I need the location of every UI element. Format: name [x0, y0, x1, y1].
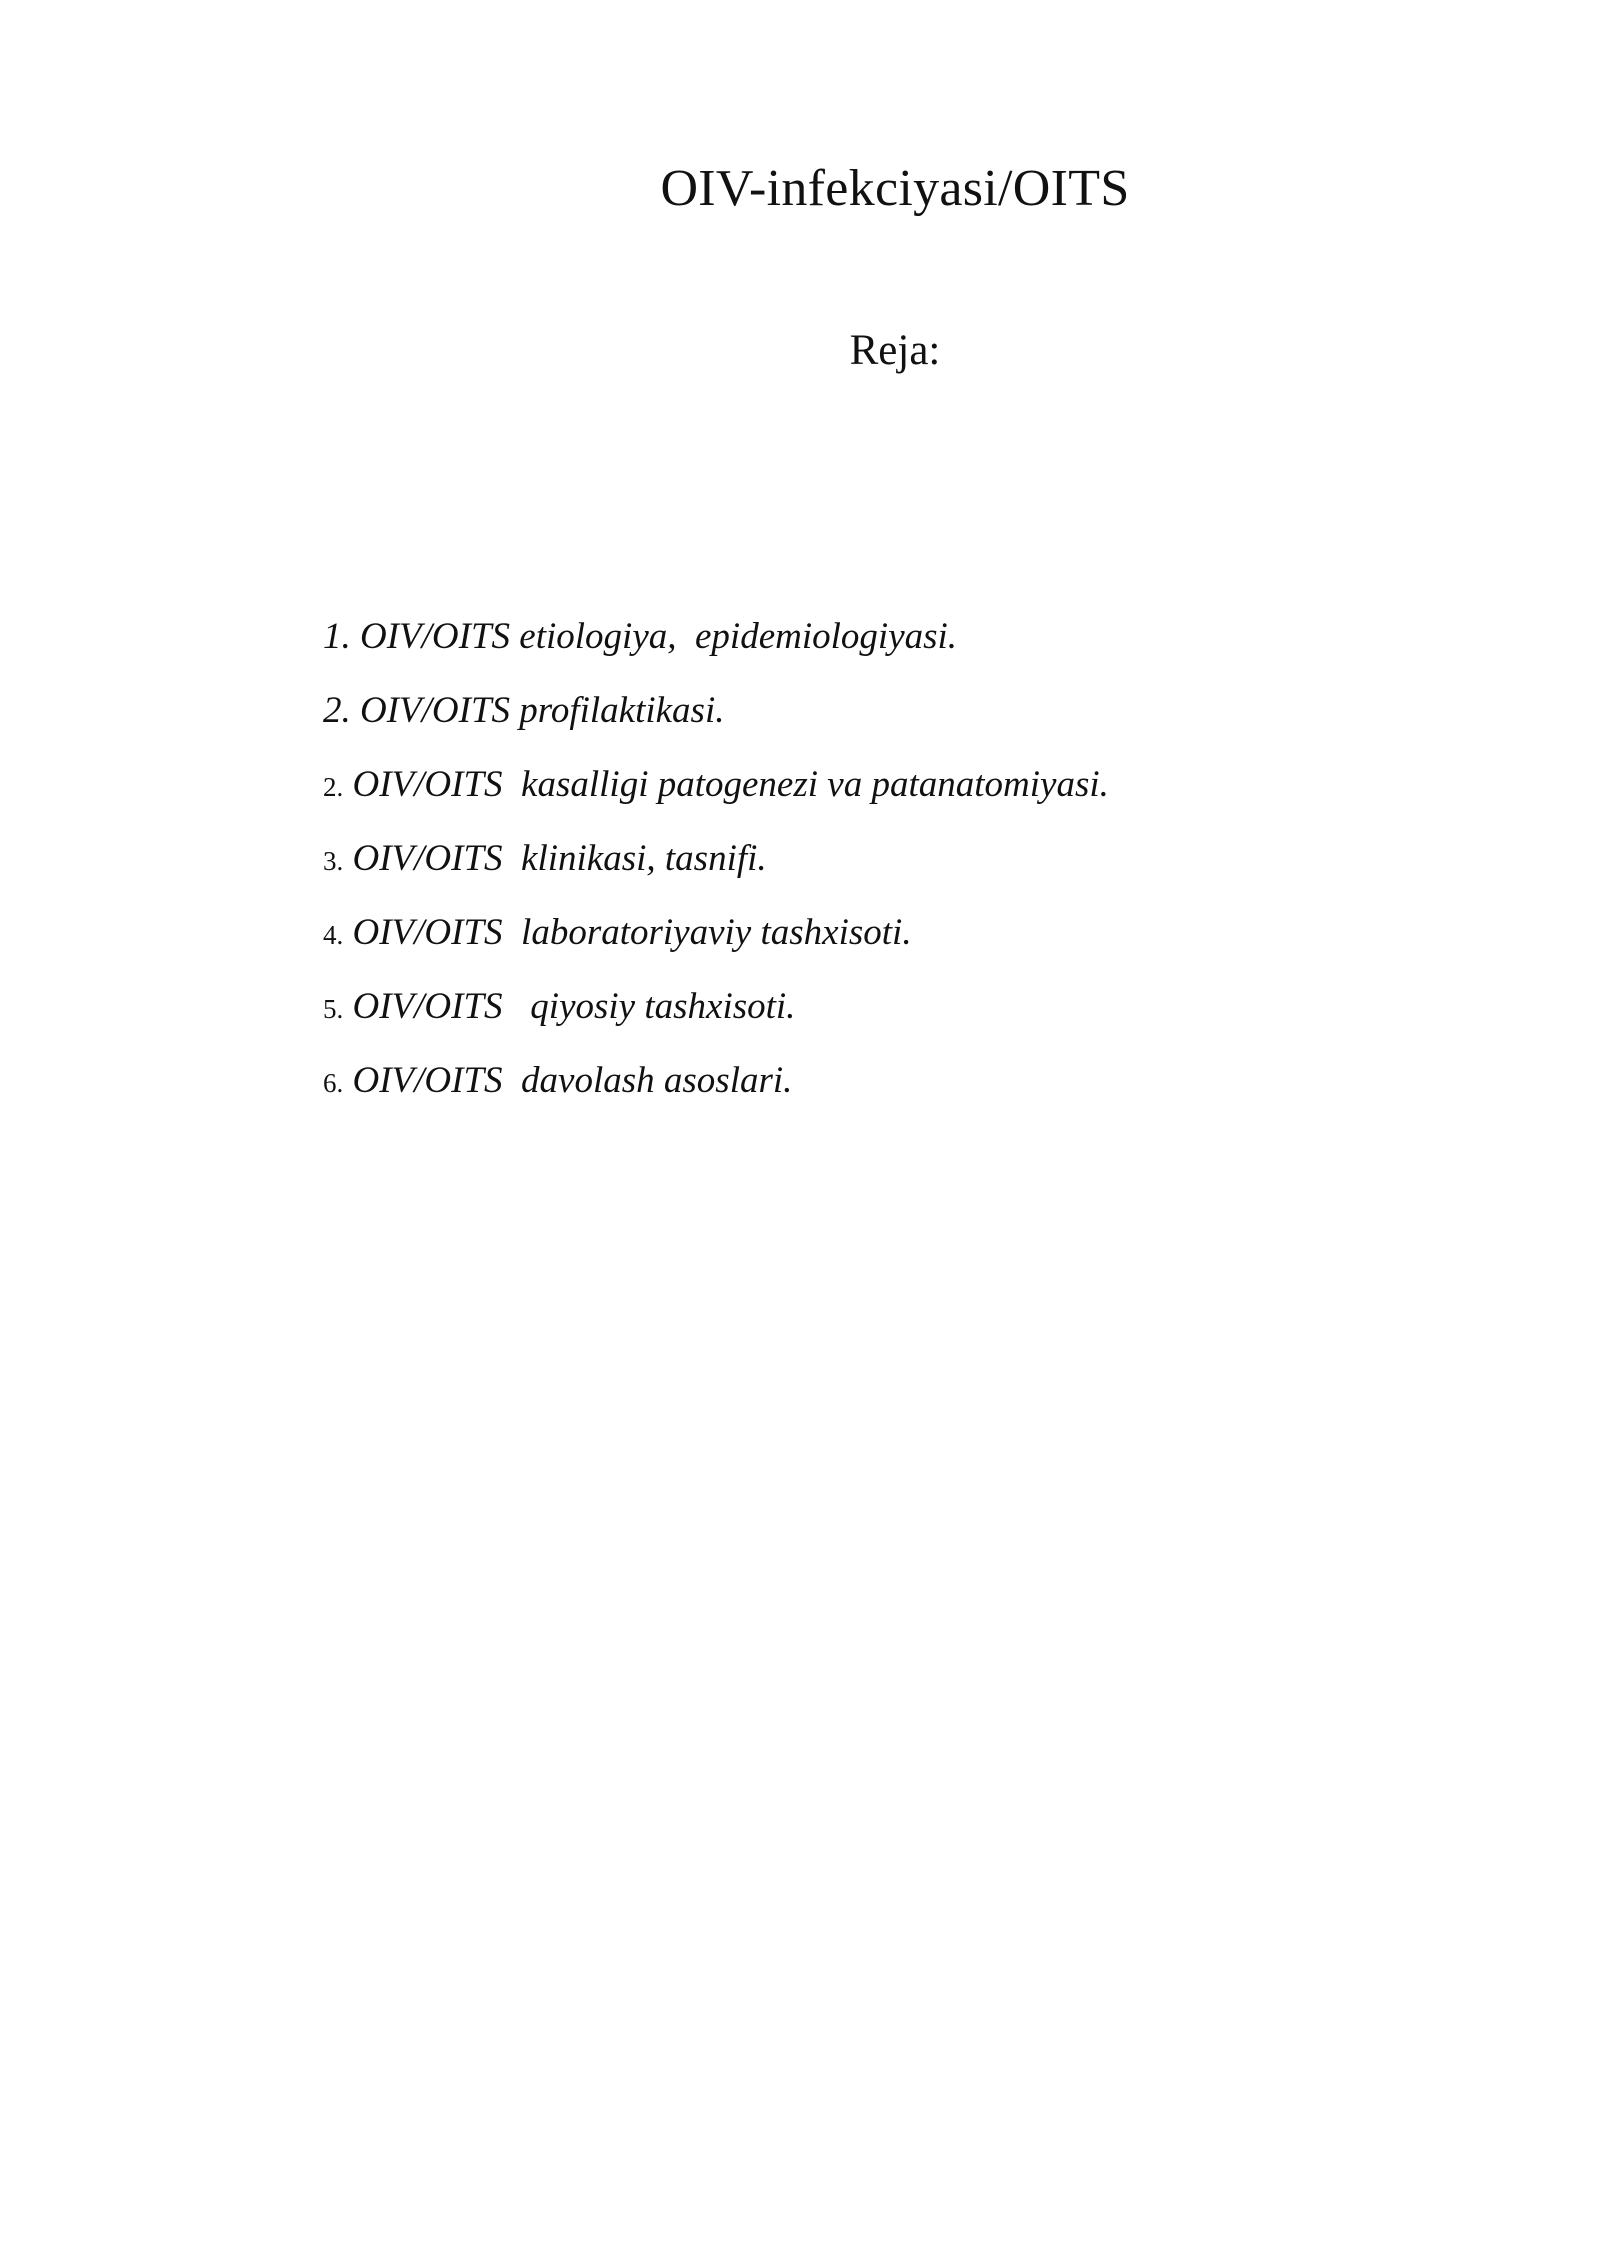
plan-item-number: 2.: [323, 690, 351, 731]
plan-item-number: 2.: [323, 772, 344, 802]
plan-item-number: 5.: [323, 994, 344, 1024]
plan-item-text: OIV/OITS klinikasi, tasnifi.: [343, 838, 767, 879]
plan-item-5: [323, 901, 1423, 975]
plan-item-3: [323, 753, 1423, 827]
document-title: OIV-infekciyasi/OITS: [660, 160, 1130, 217]
plan-item-text: OIV/OITS etiologiya, epidemiologiyasi.: [350, 616, 958, 657]
plan-item-7: [323, 1049, 1423, 1123]
plan-item-text: OIV/OITS davolash asoslari.: [343, 1060, 793, 1101]
plan-item-number: 3.: [323, 846, 344, 876]
plan-item-6: [323, 975, 1423, 1049]
plan-item-1: [323, 605, 1423, 679]
plan-item-text: OIV/OITS profilaktikasi.: [350, 690, 725, 731]
plan-item-4: [323, 827, 1423, 901]
plan-item-2: [323, 679, 1423, 753]
plan-item-text: OIV/OITS laboratoriyaviy tashxisoti.: [343, 912, 912, 953]
plan-list: [323, 605, 1423, 1123]
plan-item-number: 4.: [323, 920, 344, 950]
plan-item-number: 6.: [323, 1068, 344, 1098]
plan-item-number: 1.: [323, 616, 351, 657]
plan-item-text: OIV/OITS qiyosiy tashxisoti.: [343, 986, 796, 1027]
plan-item-text: OIV/OITS kasalligi patogenezi va patanatomiyasi.: [343, 764, 1109, 805]
plan-heading: Reja:: [849, 327, 941, 374]
